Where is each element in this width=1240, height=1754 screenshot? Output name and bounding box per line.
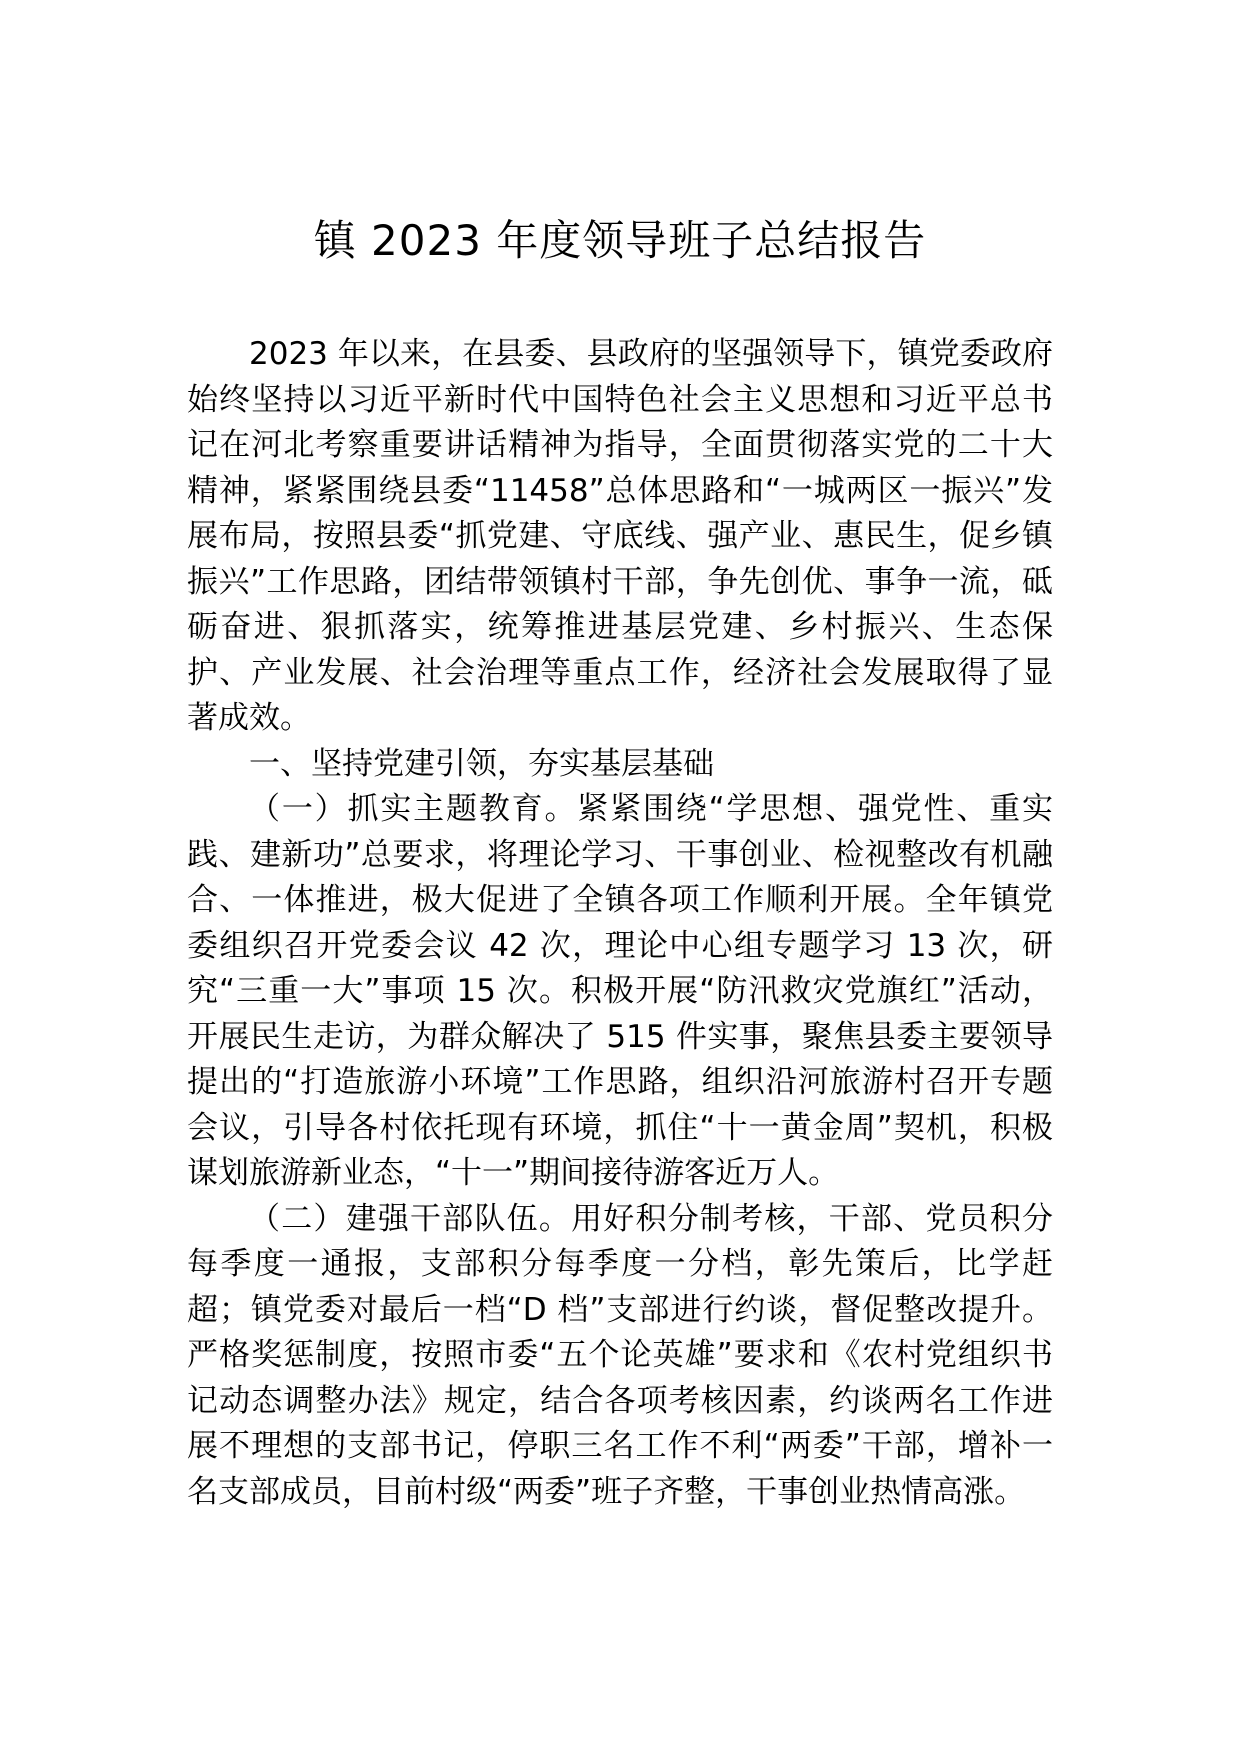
paragraph-theme-education: （一）抓实主题教育。紧紧围绕“学思想、强党性、重实践、建新功”总要求，将理论学习、干事创业、检视整改有机融合、一体推进，极大促进了全镇各项工作顺利开展。全年镇党委组织召开党委会议 42 次，理论中心组专题学习 13 次，研究“三重一大”事项 15 次。积极开展“防汛救灾党旗红”活动，开展民生走访，为群众解决了 515 件实事，聚焦县委主要领导提出的“打造旅游小环境”工作思路，组织沿河旅游村召开专题会议，引导各村依托现有环境，抓住“十一黄金周”契机，积极谋划旅游新业态，“十一”期间接待游客近万人。 <box>187 791 1053 1191</box>
document-body <box>187 332 1053 1515</box>
document-title: 镇 2023 年度领导班子总结报告 <box>313 216 927 265</box>
paragraph-cadre-team: （二）建强干部队伍。用好积分制考核，干部、党员积分每季度一通报，支部积分每季度一分档，彰先策后，比学赶超；镇党委对最后一档“D 档”支部进行约谈，督促整改提升。严格奖惩制度，按照市委“五个论英雄”要求和《农村党组织书记动态调整办法》规定，结合各项考核因素，约谈两名工作进展不理想的支部书记，停职三名工作不利“两委”干部，增补一名支部成员，目前村级“两委”班子齐整，干事创业热情高涨。 <box>187 1200 1053 1510</box>
paragraph-intro: 2023 年以来，在县委、县政府的坚强领导下，镇党委政府始终坚持以习近平新时代中国特色社会主义思想和习近平总书记在河北考察重要讲话精神为指导，全面贯彻落实党的二十大精神，紧紧围绕县委“11458”总体思路和“一城两区一振兴”发展布局，按照县委“抓党建、守底线、强产业、惠民生，促乡镇振兴”工作思路，团结带领镇村干部，争先创优、事争一流，砥砺奋进、狠抓落实，统筹推进基层党建、乡村振兴、生态保护、产业发展、社会治理等重点工作，经济社会发展取得了显著成效。 <box>187 336 1053 736</box>
section-heading: 一、坚持党建引领，夯实基层基础 <box>249 745 714 782</box>
